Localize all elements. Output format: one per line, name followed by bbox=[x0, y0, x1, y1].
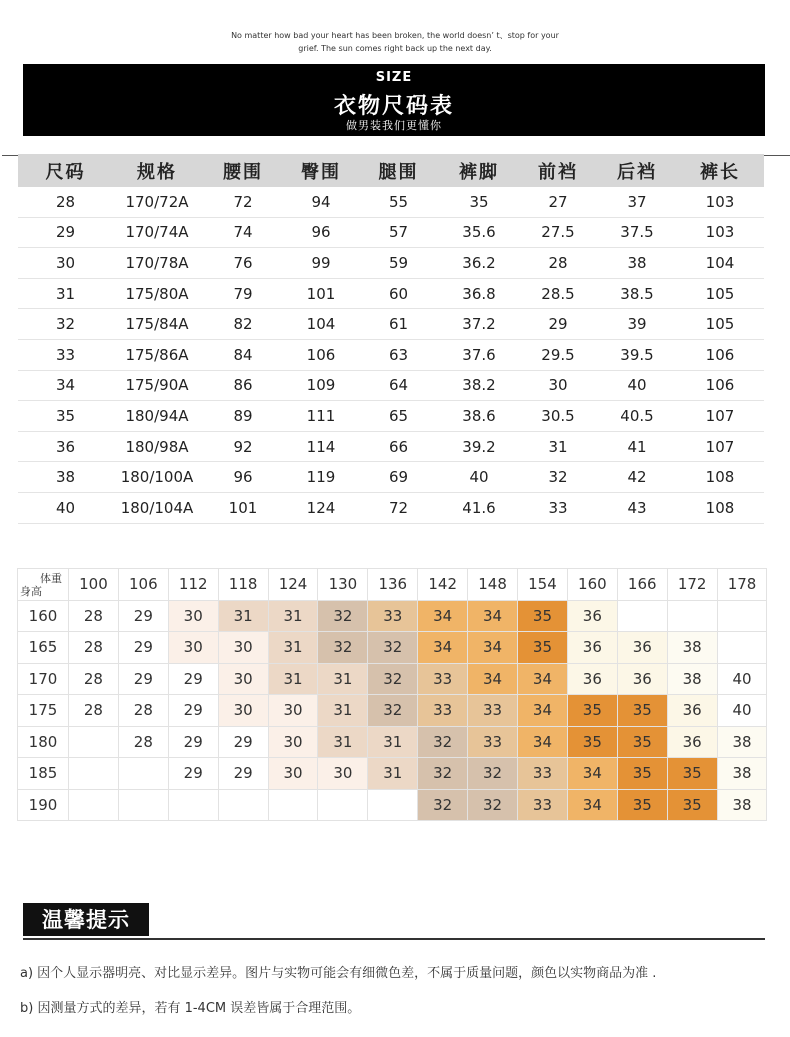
size-cell-length: 103 bbox=[705, 192, 735, 211]
size-cell-waist: 79 bbox=[233, 284, 253, 303]
size-cell-back-rise: 42 bbox=[627, 468, 647, 487]
size-cell-leg-opening: 38.6 bbox=[462, 406, 496, 425]
recommended-size-cell: 30 bbox=[168, 600, 218, 632]
recommended-size-cell: 28 bbox=[118, 695, 168, 727]
recommended-size-cell: 30 bbox=[168, 632, 218, 664]
divider-right bbox=[762, 155, 790, 156]
size-cell-waist: 96 bbox=[233, 468, 253, 487]
size-table-row bbox=[18, 493, 764, 524]
banner-size-label: SIZE bbox=[375, 70, 413, 85]
size-cell-waist: 101 bbox=[228, 498, 258, 517]
header-spec: 规格 bbox=[137, 161, 177, 183]
height-row bbox=[18, 663, 767, 695]
size-cell-back-rise: 38 bbox=[627, 253, 647, 272]
recommended-size-cell bbox=[717, 632, 767, 664]
size-cell-size: 29 bbox=[55, 223, 76, 242]
size-cell-spec: 180/94A bbox=[125, 406, 189, 425]
recommended-size-cell: 29 bbox=[168, 726, 218, 758]
recommended-size-cell: 36 bbox=[567, 632, 617, 664]
size-cell-spec: 175/86A bbox=[125, 345, 189, 364]
size-table-row bbox=[18, 462, 764, 493]
grid-corner bbox=[18, 569, 69, 601]
recommended-size-cell: 30 bbox=[268, 758, 318, 790]
header-size: 尺码 bbox=[45, 161, 86, 183]
recommended-size-cell bbox=[218, 789, 268, 821]
size-cell-hip: 94 bbox=[311, 192, 331, 211]
size-cell-waist: 72 bbox=[233, 192, 253, 211]
header-thigh: 腿围 bbox=[378, 161, 419, 183]
size-cell-length: 107 bbox=[705, 406, 735, 425]
recommended-size-cell: 33 bbox=[518, 758, 568, 790]
size-cell-spec: 175/80A bbox=[125, 284, 189, 303]
recommended-size-cell: 28 bbox=[69, 632, 119, 664]
size-table-row bbox=[18, 401, 764, 432]
size-cell-back-rise: 37.5 bbox=[620, 223, 654, 242]
size-cell-thigh: 59 bbox=[388, 253, 409, 272]
size-cell-back-rise: 40 bbox=[627, 376, 647, 395]
recommended-size-cell: 33 bbox=[468, 726, 518, 758]
height-header-cell: 175 bbox=[18, 695, 69, 727]
height-row bbox=[18, 632, 767, 664]
size-cell-spec: 175/84A bbox=[125, 315, 189, 334]
size-cell-leg-opening: 40 bbox=[469, 468, 489, 487]
tip-note-a: a) 因个人显示器明亮、对比显示差异。图片与实物可能会有细微色差，不属于质量问题，颜色以实物商品为准 . bbox=[20, 966, 657, 981]
header-hip: 臀围 bbox=[301, 161, 341, 183]
height-row bbox=[18, 789, 767, 821]
recommended-size-cell: 32 bbox=[418, 789, 468, 821]
size-cell-length: 107 bbox=[705, 437, 735, 456]
weight-header-cell: 160 bbox=[567, 569, 617, 601]
size-cell-waist: 92 bbox=[233, 437, 253, 456]
recommended-size-cell: 38 bbox=[717, 758, 767, 790]
size-cell-hip: 96 bbox=[311, 223, 331, 242]
size-cell-leg-opening: 38.2 bbox=[462, 376, 496, 395]
size-cell-length: 103 bbox=[705, 223, 735, 242]
size-cell-length: 105 bbox=[705, 284, 735, 303]
recommended-size-cell: 36 bbox=[567, 663, 617, 695]
size-cell-length: 108 bbox=[705, 468, 735, 487]
size-table-row bbox=[18, 371, 764, 402]
recommended-size-cell: 33 bbox=[418, 663, 468, 695]
size-cell-back-rise: 43 bbox=[627, 498, 647, 517]
size-cell-front-rise: 31 bbox=[548, 437, 568, 456]
recommended-size-cell: 29 bbox=[168, 758, 218, 790]
header-waist: 腰围 bbox=[223, 161, 263, 183]
size-cell-size: 34 bbox=[55, 376, 76, 395]
size-cell-spec: 180/104A bbox=[120, 498, 194, 517]
weight-header-cell: 124 bbox=[268, 569, 318, 601]
size-chart-banner bbox=[23, 64, 765, 136]
recommended-size-cell: 31 bbox=[368, 726, 418, 758]
recommended-size-cell: 29 bbox=[118, 663, 168, 695]
size-cell-thigh: 63 bbox=[388, 345, 409, 364]
recommended-size-cell: 36 bbox=[667, 726, 717, 758]
recommended-size-cell: 30 bbox=[268, 695, 318, 727]
recommended-size-cell bbox=[667, 600, 717, 632]
recommended-size-cell: 35 bbox=[617, 758, 667, 790]
recommended-size-cell: 36 bbox=[667, 695, 717, 727]
size-cell-thigh: 55 bbox=[388, 192, 409, 211]
weight-header-cell: 130 bbox=[318, 569, 368, 601]
size-cell-hip: 104 bbox=[306, 315, 336, 334]
size-cell-front-rise: 27.5 bbox=[541, 223, 575, 242]
size-cell-hip: 109 bbox=[306, 376, 336, 395]
size-cell-length: 105 bbox=[705, 315, 735, 334]
size-cell-back-rise: 39.5 bbox=[620, 345, 654, 364]
recommended-size-cell: 34 bbox=[468, 663, 518, 695]
recommended-size-cell: 38 bbox=[667, 663, 717, 695]
recommended-size-cell: 32 bbox=[468, 758, 518, 790]
size-cell-thigh: 64 bbox=[388, 376, 409, 395]
recommended-size-cell: 35 bbox=[617, 789, 667, 821]
recommended-size-cell: 30 bbox=[218, 663, 268, 695]
recommended-size-cell: 35 bbox=[567, 726, 617, 758]
size-cell-length: 106 bbox=[705, 345, 735, 364]
recommended-size-cell: 30 bbox=[218, 632, 268, 664]
size-cell-size: 40 bbox=[55, 498, 76, 517]
size-cell-hip: 119 bbox=[306, 468, 336, 487]
recommended-size-cell: 32 bbox=[468, 789, 518, 821]
recommended-size-cell: 32 bbox=[318, 632, 368, 664]
recommended-size-cell: 40 bbox=[717, 695, 767, 727]
weight-header-cell: 112 bbox=[168, 569, 218, 601]
size-cell-front-rise: 33 bbox=[548, 498, 568, 517]
weight-header-cell: 136 bbox=[368, 569, 418, 601]
weight-header-cell: 118 bbox=[218, 569, 268, 601]
weight-header-cell: 100 bbox=[69, 569, 119, 601]
recommended-size-cell: 29 bbox=[118, 632, 168, 664]
recommended-size-cell: 36 bbox=[617, 632, 667, 664]
size-table-header bbox=[18, 154, 764, 187]
recommended-size-cell bbox=[69, 758, 119, 790]
recommended-size-cell bbox=[318, 789, 368, 821]
recommended-size-cell: 34 bbox=[418, 632, 468, 664]
size-cell-thigh: 72 bbox=[388, 498, 409, 517]
size-cell-waist: 76 bbox=[233, 253, 253, 272]
size-cell-waist: 84 bbox=[233, 345, 253, 364]
recommended-size-cell bbox=[118, 758, 168, 790]
recommended-size-cell: 35 bbox=[617, 695, 667, 727]
recommended-size-cell: 31 bbox=[268, 600, 318, 632]
size-table-row bbox=[18, 432, 764, 463]
size-cell-size: 32 bbox=[55, 315, 76, 334]
recommended-size-cell: 34 bbox=[418, 600, 468, 632]
size-table-row bbox=[18, 248, 764, 279]
recommended-size-cell: 35 bbox=[518, 632, 568, 664]
height-header-cell: 180 bbox=[18, 726, 69, 758]
recommended-size-cell bbox=[168, 789, 218, 821]
size-cell-hip: 114 bbox=[306, 437, 336, 456]
recommended-size-cell: 31 bbox=[318, 726, 368, 758]
size-cell-front-rise: 30 bbox=[548, 376, 568, 395]
height-row bbox=[18, 600, 767, 632]
header-length: 裤长 bbox=[700, 161, 740, 183]
size-cell-back-rise: 39 bbox=[627, 315, 647, 334]
recommended-size-cell: 29 bbox=[168, 695, 218, 727]
size-cell-thigh: 66 bbox=[388, 437, 409, 456]
size-cell-front-rise: 28.5 bbox=[541, 284, 575, 303]
weight-header-cell: 142 bbox=[418, 569, 468, 601]
size-cell-length: 108 bbox=[705, 498, 735, 517]
recommended-size-cell: 32 bbox=[368, 695, 418, 727]
recommended-size-cell bbox=[69, 726, 119, 758]
recommended-size-cell bbox=[268, 789, 318, 821]
recommended-size-cell: 36 bbox=[617, 663, 667, 695]
recommended-size-cell bbox=[717, 600, 767, 632]
size-cell-thigh: 69 bbox=[388, 468, 409, 487]
quote-line-2: grief. The sun comes right back up the next day. bbox=[298, 44, 492, 53]
weight-header-cell: 172 bbox=[667, 569, 717, 601]
recommended-size-cell: 32 bbox=[368, 632, 418, 664]
height-weight-grid bbox=[17, 568, 767, 821]
height-header-cell: 185 bbox=[18, 758, 69, 790]
size-cell-waist: 74 bbox=[233, 223, 253, 242]
size-cell-leg-opening: 36.2 bbox=[462, 253, 496, 272]
recommended-size-cell: 30 bbox=[218, 695, 268, 727]
size-cell-thigh: 57 bbox=[388, 223, 409, 242]
size-cell-waist: 86 bbox=[233, 376, 253, 395]
size-cell-hip: 99 bbox=[311, 253, 331, 272]
size-cell-size: 38 bbox=[55, 468, 76, 487]
recommended-size-cell: 35 bbox=[617, 726, 667, 758]
size-cell-size: 33 bbox=[55, 345, 76, 364]
size-cell-length: 106 bbox=[705, 376, 735, 395]
height-row bbox=[18, 726, 767, 758]
size-cell-hip: 101 bbox=[306, 284, 336, 303]
recommended-size-cell: 34 bbox=[567, 758, 617, 790]
recommended-size-cell bbox=[118, 789, 168, 821]
size-table-row bbox=[18, 218, 764, 249]
size-cell-thigh: 65 bbox=[388, 406, 409, 425]
size-table bbox=[18, 154, 764, 524]
recommended-size-cell: 33 bbox=[368, 600, 418, 632]
recommended-size-cell: 38 bbox=[667, 632, 717, 664]
recommended-size-cell: 34 bbox=[518, 695, 568, 727]
recommended-size-cell: 31 bbox=[318, 663, 368, 695]
recommended-size-cell: 33 bbox=[418, 695, 468, 727]
recommended-size-cell: 35 bbox=[567, 695, 617, 727]
recommended-size-cell: 34 bbox=[518, 726, 568, 758]
size-cell-leg-opening: 41.6 bbox=[462, 498, 496, 517]
size-cell-leg-opening: 35.6 bbox=[462, 223, 496, 242]
size-cell-front-rise: 29 bbox=[548, 315, 568, 334]
recommended-size-cell: 30 bbox=[318, 758, 368, 790]
height-axis-label: 身高 bbox=[20, 584, 42, 598]
weight-header-cell: 106 bbox=[118, 569, 168, 601]
recommended-size-cell: 28 bbox=[118, 726, 168, 758]
tips-underline bbox=[23, 938, 765, 940]
size-cell-thigh: 60 bbox=[388, 284, 409, 303]
size-cell-back-rise: 41 bbox=[627, 437, 647, 456]
size-cell-leg-opening: 39.2 bbox=[462, 437, 496, 456]
tips-title: 温馨提示 bbox=[23, 903, 149, 936]
height-header-cell: 170 bbox=[18, 663, 69, 695]
weight-header-cell: 166 bbox=[617, 569, 667, 601]
recommended-size-cell: 31 bbox=[218, 600, 268, 632]
weight-header-cell: 178 bbox=[717, 569, 767, 601]
size-cell-size: 36 bbox=[55, 437, 76, 456]
size-cell-spec: 175/90A bbox=[125, 376, 189, 395]
size-cell-waist: 89 bbox=[233, 406, 253, 425]
size-cell-waist: 82 bbox=[233, 315, 253, 334]
size-cell-front-rise: 32 bbox=[548, 468, 568, 487]
recommended-size-cell: 32 bbox=[418, 726, 468, 758]
size-cell-back-rise: 38.5 bbox=[620, 284, 654, 303]
recommended-size-cell: 31 bbox=[268, 632, 318, 664]
size-cell-leg-opening: 37.2 bbox=[462, 315, 496, 334]
size-cell-length: 104 bbox=[705, 253, 735, 272]
size-cell-leg-opening: 37.6 bbox=[462, 345, 496, 364]
size-cell-size: 28 bbox=[55, 192, 76, 211]
recommended-size-cell bbox=[69, 789, 119, 821]
header-back-rise: 后裆 bbox=[617, 161, 657, 183]
height-header-cell: 190 bbox=[18, 789, 69, 821]
recommended-size-cell: 32 bbox=[318, 600, 368, 632]
recommended-size-cell bbox=[617, 600, 667, 632]
size-cell-spec: 170/74A bbox=[125, 223, 189, 242]
height-row bbox=[18, 695, 767, 727]
recommended-size-cell: 34 bbox=[518, 663, 568, 695]
height-header-cell: 165 bbox=[18, 632, 69, 664]
size-cell-size: 31 bbox=[55, 284, 76, 303]
size-cell-back-rise: 40.5 bbox=[620, 406, 654, 425]
size-cell-hip: 124 bbox=[306, 498, 336, 517]
quote-line-1: No matter how bad your heart has been broken, the world doesn’ t、stop for your bbox=[231, 31, 559, 40]
size-cell-size: 35 bbox=[55, 406, 76, 425]
recommended-size-cell bbox=[368, 789, 418, 821]
size-cell-spec: 180/100A bbox=[120, 468, 194, 487]
recommended-size-cell: 29 bbox=[218, 758, 268, 790]
recommended-size-cell: 31 bbox=[318, 695, 368, 727]
recommended-size-cell: 33 bbox=[518, 789, 568, 821]
size-table-row bbox=[18, 309, 764, 340]
recommended-size-cell: 38 bbox=[717, 789, 767, 821]
header-leg-opening: 裤脚 bbox=[459, 161, 499, 183]
recommended-size-cell: 28 bbox=[69, 695, 119, 727]
recommended-size-cell: 34 bbox=[468, 632, 518, 664]
size-cell-hip: 111 bbox=[306, 406, 336, 425]
recommended-size-cell: 32 bbox=[368, 663, 418, 695]
size-cell-spec: 180/98A bbox=[125, 437, 189, 456]
banner-subtitle: 做男装我们更懂你 bbox=[346, 119, 442, 132]
recommended-size-cell: 29 bbox=[218, 726, 268, 758]
weight-axis-label: 体重 bbox=[40, 572, 62, 585]
recommended-size-cell: 34 bbox=[468, 600, 518, 632]
size-cell-front-rise: 27 bbox=[548, 192, 568, 211]
size-cell-spec: 170/78A bbox=[125, 253, 189, 272]
weight-header-cell: 154 bbox=[518, 569, 568, 601]
banner-title: 衣物尺码表 bbox=[333, 93, 454, 119]
recommended-size-cell: 28 bbox=[69, 600, 119, 632]
recommended-size-cell: 29 bbox=[168, 663, 218, 695]
size-cell-front-rise: 29.5 bbox=[541, 345, 575, 364]
recommended-size-cell: 32 bbox=[418, 758, 468, 790]
size-cell-spec: 170/72A bbox=[125, 192, 189, 211]
recommended-size-cell: 35 bbox=[518, 600, 568, 632]
size-cell-front-rise: 30.5 bbox=[541, 406, 575, 425]
recommended-size-cell: 29 bbox=[118, 600, 168, 632]
recommended-size-cell: 35 bbox=[667, 758, 717, 790]
size-cell-leg-opening: 36.8 bbox=[462, 284, 496, 303]
weight-header-cell: 148 bbox=[468, 569, 518, 601]
size-cell-back-rise: 37 bbox=[627, 192, 647, 211]
recommended-size-cell: 40 bbox=[717, 663, 767, 695]
recommended-size-cell: 31 bbox=[368, 758, 418, 790]
tip-note-b: b) 因测量方式的差异，若有 1-4CM 误差皆属于合理范围。 bbox=[20, 1001, 361, 1016]
height-row bbox=[18, 758, 767, 790]
weight-header-row bbox=[18, 569, 767, 601]
recommended-size-cell: 31 bbox=[268, 663, 318, 695]
recommended-size-cell: 36 bbox=[567, 600, 617, 632]
size-table-row bbox=[18, 187, 764, 218]
recommended-size-cell: 28 bbox=[69, 663, 119, 695]
recommended-size-cell: 34 bbox=[567, 789, 617, 821]
size-cell-thigh: 61 bbox=[388, 315, 409, 334]
size-cell-leg-opening: 35 bbox=[469, 192, 489, 211]
recommended-size-cell: 33 bbox=[468, 695, 518, 727]
recommended-size-cell: 30 bbox=[268, 726, 318, 758]
size-table-row bbox=[18, 279, 764, 310]
recommended-size-cell: 38 bbox=[717, 726, 767, 758]
size-table-body bbox=[18, 187, 764, 524]
size-cell-size: 30 bbox=[55, 253, 76, 272]
recommended-size-cell: 35 bbox=[667, 789, 717, 821]
size-table-row bbox=[18, 340, 764, 371]
header-front-rise: 前裆 bbox=[538, 161, 578, 183]
size-cell-hip: 106 bbox=[306, 345, 336, 364]
size-cell-front-rise: 28 bbox=[548, 253, 568, 272]
height-header-cell: 160 bbox=[18, 600, 69, 632]
